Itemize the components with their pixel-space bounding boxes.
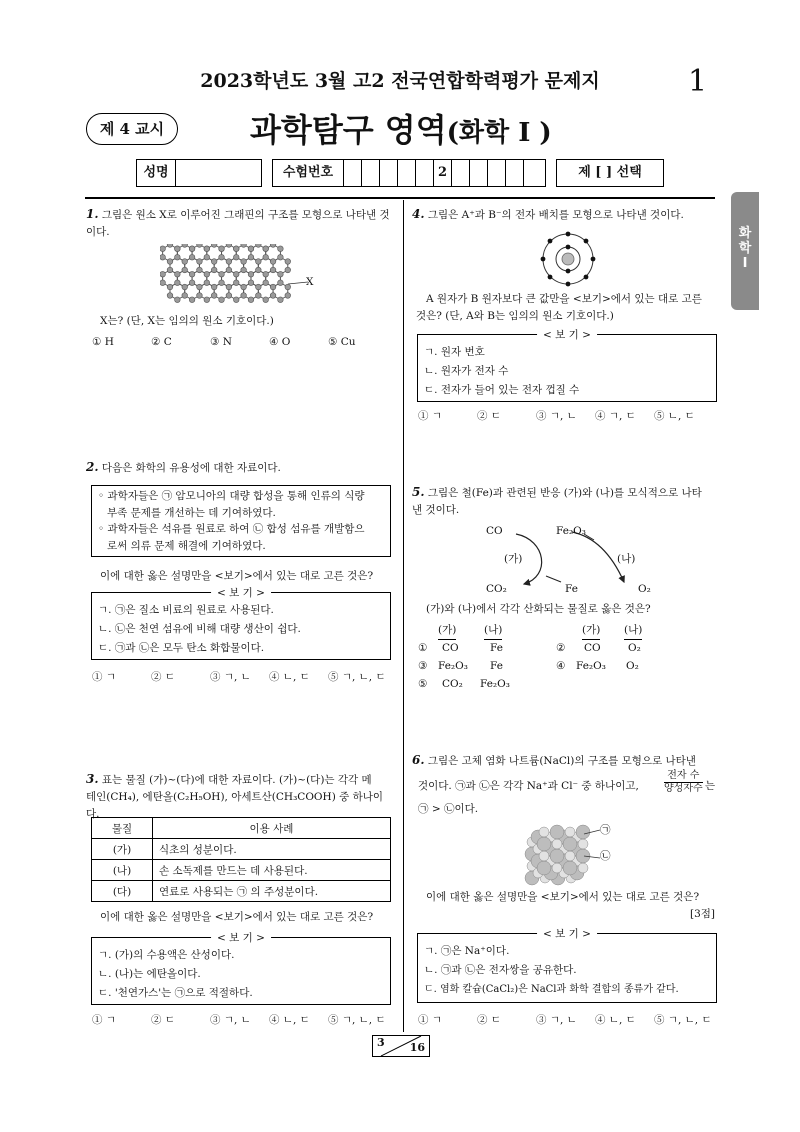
- exam-digit-box[interactable]: [398, 160, 416, 186]
- exam-digit-box[interactable]: [380, 160, 398, 186]
- table-row: [92, 860, 391, 881]
- choice-1[interactable]: ① ㄱ: [418, 410, 442, 422]
- bogi-title: < 보 기 >: [211, 584, 271, 603]
- question-4-question-line: 것은? (단, A와 B는 임의의 원소 기호이다.): [416, 310, 614, 322]
- question-2-text: 다음은 화학의 유용성에 대한 자료이다.: [101, 462, 281, 474]
- question-1-choices[interactable]: [92, 336, 387, 348]
- table-cell: (다): [92, 881, 153, 902]
- question-1-stem: [86, 206, 391, 241]
- reaction-na-label: (나): [617, 553, 636, 565]
- table-header: 물질: [92, 818, 153, 839]
- bogi-item: ㄷ. ㉠과 ㉡은 모두 탄소 화합물이다.: [98, 642, 265, 654]
- exam-digit-box: 2: [434, 160, 452, 186]
- table-header-row: [92, 818, 391, 839]
- option-marker: ③: [418, 660, 428, 672]
- col-header-ga: (가): [582, 622, 600, 640]
- question-5-text-1: 그림은 철(Fe)과 관련된 반응 (가)와 (나)를 모식적으로 나타: [427, 487, 702, 499]
- choice-5[interactable]: ⑤ Cu: [328, 336, 356, 348]
- choice-3[interactable]: ③ ㄱ, ㄴ: [210, 1014, 251, 1026]
- material-line: 부족 문제를 개선하는 데 기여하였다.: [107, 506, 276, 519]
- column-divider: [403, 200, 404, 1032]
- question-4-stem: [412, 206, 684, 224]
- side-tab-char: 화: [738, 226, 752, 241]
- table-header: 이용 사례: [153, 818, 391, 839]
- question-6-text-2: 것이다. ㉠과 ㉡은 각각 Na⁺과 Cl⁻ 중 하나이고,: [418, 780, 639, 792]
- exam-number-field[interactable]: [272, 159, 546, 187]
- option-na: Fe: [490, 642, 503, 654]
- bogi-item: ㄴ. ㉡은 천연 섬유에 비해 대량 생산이 쉽다.: [98, 623, 301, 635]
- page-counter: [372, 1035, 430, 1057]
- question-6-stem: [412, 752, 717, 770]
- option-2[interactable]: [556, 640, 641, 657]
- nacl-crystal-model: [522, 820, 612, 890]
- bogi-title: < 보 기 >: [537, 925, 597, 944]
- question-4-choices[interactable]: [418, 408, 713, 423]
- option-na: Fe: [490, 660, 503, 672]
- choice-5[interactable]: ⑤ ㄱ, ㄴ, ㄷ: [328, 671, 386, 683]
- bogi-item: ㄷ. '천연가스'는 ㉠으로 적절하다.: [98, 987, 253, 999]
- subject-title: [250, 105, 552, 151]
- exam-digit-box[interactable]: [362, 160, 380, 186]
- question-1-number: 1.: [86, 207, 99, 221]
- exam-number-label: 수험번호: [273, 160, 344, 186]
- choice-2[interactable]: ② C: [151, 336, 172, 348]
- reaction-ga-label: (가): [504, 553, 523, 565]
- question-2-bogi-box: [91, 587, 391, 660]
- option-na: Fe₂O₃: [480, 678, 510, 690]
- page-current: 3: [377, 1036, 385, 1049]
- table-cell: (나): [92, 860, 153, 881]
- question-6-text-1: 그림은 고체 염화 나트륨(NaCl)의 구조를 모형으로 나타낸: [427, 755, 696, 767]
- option-marker: ②: [556, 642, 566, 654]
- fraction-denominator: 양성자수: [664, 783, 703, 794]
- choice-4[interactable]: ④ O: [269, 336, 291, 348]
- col-header-na: (나): [484, 622, 502, 640]
- species-o2: O₂: [638, 583, 651, 595]
- question-4-question-line: A 원자가 B 원자보다 큰 값만을 <보기>에서 있는 대로 고른: [426, 293, 702, 305]
- exam-header-title: 2023학년도 3월 고2 전국연합학력평가 문제지: [200, 70, 600, 92]
- question-6-points: [3점]: [690, 908, 716, 920]
- choice-3[interactable]: ③ N: [210, 336, 232, 348]
- bogi-item: ㄷ. 염화 칼슘(CaCl₂)은 NaCl과 화학 결합의 종류가 같다.: [424, 984, 679, 995]
- bogi-title: < 보 기 >: [211, 929, 271, 948]
- col-header-ga: (가): [438, 622, 456, 640]
- choice-4[interactable]: ④ ㄴ, ㄷ: [595, 1014, 636, 1026]
- question-6-question: 이에 대한 옳은 설명만을 <보기>에서 있는 대로 고른 것은?: [426, 891, 700, 903]
- page-total: 16: [409, 1041, 425, 1054]
- choice-4[interactable]: ④ ㄴ, ㄷ: [269, 1014, 310, 1026]
- exam-digit-box[interactable]: [506, 160, 524, 186]
- option-marker: ①: [418, 642, 428, 654]
- name-blank[interactable]: [176, 160, 260, 186]
- option-ga: CO₂: [442, 678, 463, 690]
- graphene-label-x: X: [306, 276, 314, 288]
- bogi-item: ㄱ. (가)의 수용액은 산성이다.: [98, 949, 235, 961]
- choice-3[interactable]: ③ ㄱ, ㄴ: [210, 671, 251, 683]
- choice-2[interactable]: ② ㄷ: [477, 1014, 501, 1026]
- option-ga: CO: [584, 642, 601, 654]
- ratio-fraction: [664, 770, 703, 795]
- question-2-stem: [86, 459, 281, 477]
- question-3-text-1: 표는 물질 (가)~(다)에 대한 자료이다. (가)~(다)는 각각 메: [101, 774, 372, 786]
- subject-side-tab: [731, 192, 759, 310]
- graphene-model: [160, 244, 330, 306]
- choice-5[interactable]: ⑤ ㄱ, ㄴ, ㄷ: [328, 1014, 386, 1026]
- choice-2[interactable]: ② ㄷ: [151, 1014, 175, 1026]
- choice-3[interactable]: ③ ㄱ, ㄴ: [536, 1014, 577, 1026]
- subject-paren: (화학 I ): [446, 118, 552, 148]
- question-3-number: 3.: [86, 772, 99, 786]
- table-cell: 식초의 성분이다.: [153, 839, 391, 860]
- bogi-item: ㄴ. (나)는 에탄올이다.: [98, 968, 201, 980]
- exam-digit-box[interactable]: [452, 160, 470, 186]
- species-co2: CO₂: [486, 583, 507, 595]
- choice-5[interactable]: ⑤ ㄴ, ㄷ: [654, 410, 695, 422]
- choice-4[interactable]: ④ ㄱ, ㄷ: [595, 410, 636, 422]
- table-cell: 손 소독제를 만드는 데 사용된다.: [153, 860, 391, 881]
- question-3-question: 이에 대한 옳은 설명만을 <보기>에서 있는 대로 고른 것은?: [100, 911, 374, 923]
- page-number: 1: [688, 64, 708, 99]
- question-4-text: 그림은 A⁺과 B⁻의 전자 배치를 모형으로 나타낸 것이다.: [427, 209, 684, 221]
- name-field[interactable]: [136, 159, 262, 187]
- question-4-question: [416, 291, 726, 325]
- question-3-stem: [86, 771, 396, 823]
- choice-3[interactable]: ③ ㄱ, ㄴ: [536, 410, 577, 422]
- header-divider: [85, 197, 715, 199]
- question-4-number: 4.: [412, 207, 425, 221]
- material-line: ◦ 과학자들은 ㉠ 암모니아의 대량 합성을 통해 인류의 식량: [98, 490, 365, 502]
- question-2-question: 이에 대한 옳은 설명만을 <보기>에서 있는 대로 고른 것은?: [100, 570, 374, 582]
- fraction-numerator: 전자 수: [664, 770, 703, 783]
- question-4-bogi-box: [417, 329, 717, 402]
- question-2-number: 2.: [86, 460, 99, 474]
- bogi-item: ㄱ. 원자 번호: [424, 346, 485, 358]
- option-4[interactable]: [556, 658, 639, 675]
- subject-name: 과학탐구 영역: [250, 111, 447, 149]
- name-label: 성명: [137, 160, 176, 186]
- option-ga: Fe₂O₃: [576, 660, 606, 672]
- option-ga: Fe₂O₃: [438, 660, 468, 672]
- bogi-item: ㄱ. ㉠은 질소 비료의 원료로 사용된다.: [98, 604, 274, 616]
- question-3-table: [91, 817, 391, 902]
- exam-digit-box[interactable]: [470, 160, 488, 186]
- side-tab-char: I: [742, 256, 748, 271]
- label-ion-b: ㉡: [600, 850, 611, 862]
- choice-5[interactable]: ⑤ ㄱ, ㄴ, ㄷ: [654, 1014, 712, 1026]
- option-marker: ⑤: [418, 678, 428, 690]
- table-row: [92, 839, 391, 860]
- label-ion-a: ㉠: [600, 824, 611, 836]
- option-5[interactable]: [418, 676, 510, 693]
- question-5-question: (가)와 (나)에서 각각 산화되는 물질로 옳은 것은?: [426, 603, 651, 615]
- bogi-item: ㄴ. ㉠과 ㉡은 전자쌍을 공유한다.: [424, 964, 577, 976]
- choice-1[interactable]: ① H: [92, 336, 114, 348]
- bogi-title: < 보 기 >: [537, 326, 597, 345]
- question-1-question: X는? (단, X는 임의의 원소 기호이다.): [100, 315, 274, 327]
- choice-2[interactable]: ② ㄷ: [151, 671, 175, 683]
- question-6-text-2-end: 는: [705, 780, 716, 792]
- selection-label: 제 [ ] 선택: [578, 165, 642, 180]
- exam-digit-box[interactable]: [344, 160, 362, 186]
- question-5-text-2: 낸 것이다.: [412, 504, 460, 516]
- species-fe2o3: Fe₂O₃: [556, 525, 586, 537]
- table-row: [92, 881, 391, 902]
- question-3-text-2: 테인(CH₄), 에탄올(C₂H₅OH), 아세트산(CH₃COOH) 중 하나이다.: [86, 791, 384, 820]
- bogi-item: ㄴ. 원자가 전자 수: [424, 365, 509, 377]
- question-6-number: 6.: [412, 753, 425, 767]
- option-1[interactable]: [418, 640, 503, 657]
- species-co: CO: [486, 525, 503, 537]
- side-tab-char: 학: [738, 241, 752, 256]
- question-1-text: 그림은 원소 X로 이루어진 그래핀의 구조를 모형으로 나타낸 것이다.: [86, 209, 390, 238]
- question-3-choices[interactable]: [92, 1012, 398, 1027]
- question-3-bogi-box: [91, 932, 391, 1005]
- option-na: O₂: [628, 642, 641, 654]
- bogi-item: ㄷ. 전자가 들어 있는 전자 껍질 수: [424, 384, 580, 396]
- table-cell: (가): [92, 839, 153, 860]
- period-badge: 제 4 교시: [86, 113, 178, 145]
- choice-1[interactable]: ① ㄱ: [92, 1014, 116, 1026]
- exam-digit-box[interactable]: [488, 160, 506, 186]
- option-ga: CO: [442, 642, 459, 654]
- col-header-na: (나): [624, 622, 642, 640]
- option-na: O₂: [626, 660, 639, 672]
- question-6-choices[interactable]: [418, 1012, 716, 1027]
- choice-1[interactable]: ① ㄱ: [418, 1014, 442, 1026]
- material-line: 로써 의류 문제 해결에 기여하였다.: [107, 539, 266, 552]
- option-3[interactable]: [418, 658, 503, 675]
- exam-digit-box[interactable]: [416, 160, 434, 186]
- exam-digit-box[interactable]: [524, 160, 544, 186]
- question-5-number: 5.: [412, 485, 425, 499]
- option-marker: ④: [556, 660, 566, 672]
- selection-field[interactable]: [556, 159, 664, 187]
- question-6-bogi-box: [417, 928, 717, 1003]
- question-2-choices[interactable]: [92, 669, 398, 684]
- question-2-material-box: [91, 485, 391, 557]
- electron-configuration-model: [538, 230, 598, 288]
- bogi-item: ㄱ. ㉠은 Na⁺이다.: [424, 945, 510, 957]
- question-5-stem: [412, 484, 717, 519]
- choice-1[interactable]: ① ㄱ: [92, 671, 116, 683]
- choice-2[interactable]: ② ㄷ: [477, 410, 501, 422]
- choice-4[interactable]: ④ ㄴ, ㄷ: [269, 671, 310, 683]
- material-line: ◦ 과학자들은 석유를 원료로 하여 ㉡ 합성 섬유를 개발함으: [98, 523, 365, 535]
- table-cell: 연료로 사용되는 ㉠ 의 주성분이다.: [153, 881, 391, 902]
- species-fe: Fe: [565, 583, 578, 595]
- question-6-text-3: ㉠ > ㉡이다.: [418, 803, 479, 815]
